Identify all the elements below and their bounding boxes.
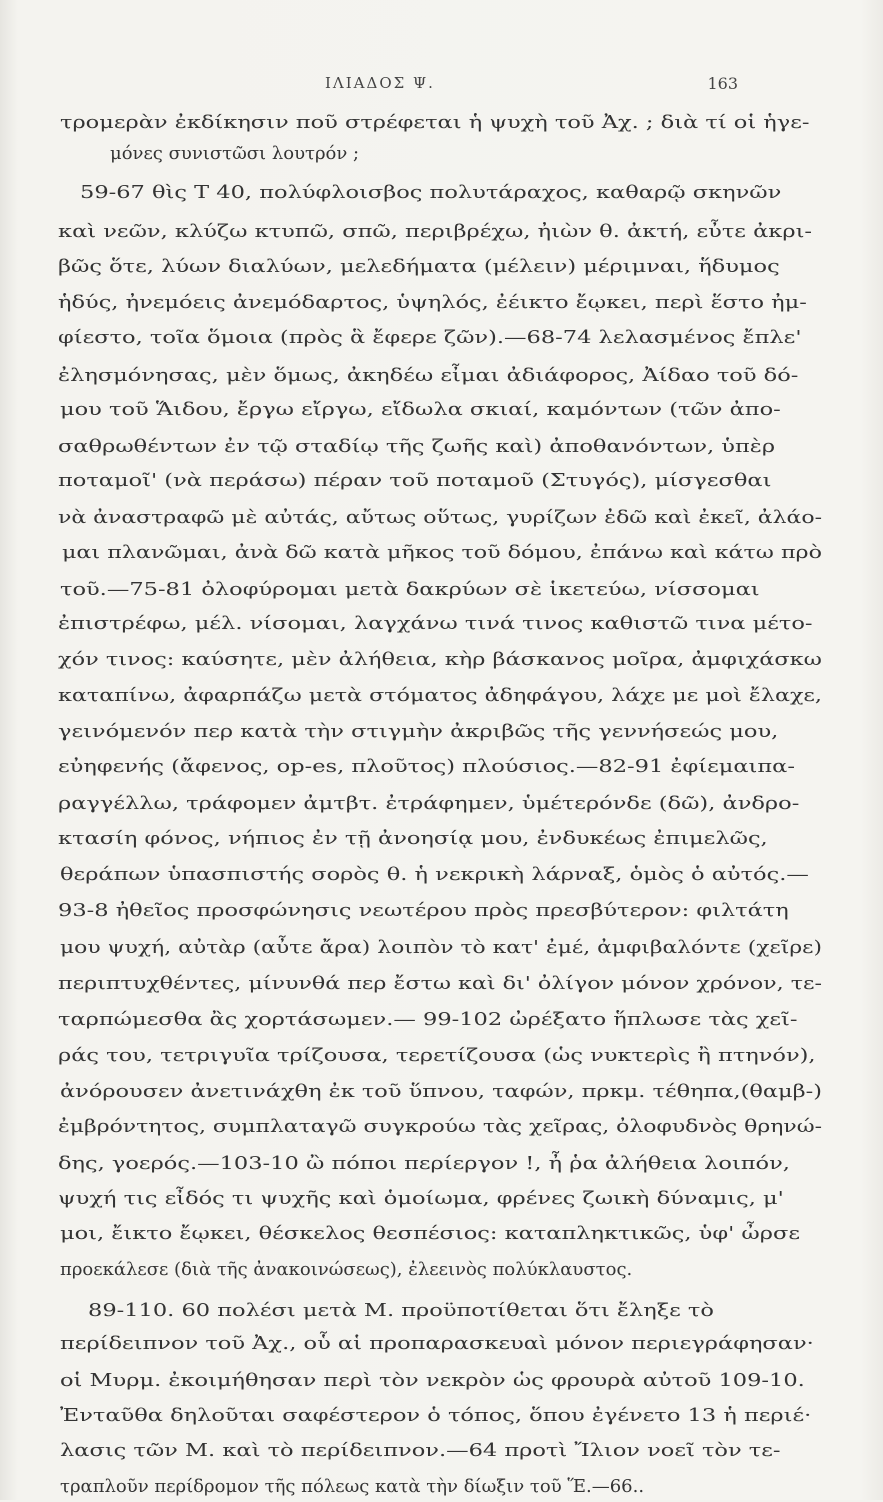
text-line-content: μοι, ἔικτο ἔῳκει, θέσκελος θεσπέσιος: καταπληκτικῶς, ὑφ' ὦρσε xyxy=(60,1223,801,1244)
text-line xyxy=(0,432,883,462)
text-line-content: βῶς ὅτε, λύων διαλύων, μελεδήματα (μέλειν) μέριμναι, ἥδυμος xyxy=(58,256,780,277)
text-line-content: ψυχή τις εἶδός τι ψυχῆς καὶ ὁμοίωμα, φρένες ζωικὴ δύναμις, μ' xyxy=(58,1188,784,1209)
text-line-content: 59-67 θὶς Τ 40, πολύφλοισβος πολυτάραχος, καθαρῷ σκηνῶν xyxy=(80,182,782,203)
text-line-content: 93-8 ἠθεῖος προσφώνησις νεωτέρου πρὸς πρεσβύτερον: φιλτάτη xyxy=(58,900,789,921)
text-line-content: ἡδύς, ἠνεμόεις ἀνεμόδαρτος, ὑψηλός, ἐέικτο ἔῳκει, περὶ ἕστο ἠμ- xyxy=(58,292,807,313)
text-line-content: περίδειπνον τοῦ Ἀχ., οὗ αἱ προπαρασκευαὶ μόνον περιεγράφησαν· xyxy=(60,1333,814,1354)
text-line xyxy=(0,609,883,639)
text-line-content: ποταμοῖ' (νὰ περάσω) πέραν τοῦ ποταμοῦ (Στυγός), μίσγεσθαι xyxy=(58,470,772,491)
text-line xyxy=(0,969,883,999)
text-line xyxy=(0,789,883,819)
text-line xyxy=(0,1005,883,1035)
text-line-content: σαθρωθέντων ἐν τῷ σταδίῳ τῆς ζωῆς καὶ) ἀποθανόντων, ὑπὲρ xyxy=(58,436,776,457)
text-line-content: τοῦ.—75-81 ὀλοφύρομαι μετὰ δακρύων σὲ ἱκετεύω, νίσσομαι xyxy=(60,579,760,600)
text-line xyxy=(0,860,883,890)
text-line-content: μου τοῦ Ἅιδου, ἔργω εἴργω, εἴδωλα σκιαί, καμόντων (τῶν ἀπο- xyxy=(60,399,781,420)
text-line xyxy=(0,645,883,675)
text-line xyxy=(0,1255,883,1285)
text-line-content: γεινόμενόν περ κατὰ τὴν στιγμὴν ἀκριβῶς τῆς γεννήσεώς μου, xyxy=(58,721,779,742)
text-line xyxy=(0,1329,883,1359)
text-line xyxy=(0,395,883,425)
text-line-content: μόνες συνιστῶσι λουτρόν ; xyxy=(110,143,360,164)
text-line-content: μου ψυχή, αὐτὰρ (αὖτε ἄρα) λοιπὸν τὸ κατ' ἐμέ, ἀμφιβαλόντε (χεῖρε) xyxy=(60,937,822,958)
text-line-content: προεκάλεσε (διὰ τῆς ἀνακοινώσεως), ἐλεεινὸς πολύκλαυστος. xyxy=(60,1259,633,1280)
text-line-content: ραγγέλλω, τράφομεν ἀμτβτ. ἐτράφημεν, ὑμέτερόνδε (δῶ), ἀνδρο- xyxy=(58,793,800,814)
text-line-content: νὰ ἀναστραφῶ μὲ αὐτάς, αὔτως οὕτως, γυρίζων ἐδῶ καὶ ἐκεῖ, ἀλάο- xyxy=(58,507,823,528)
text-line xyxy=(0,323,883,353)
text-line xyxy=(0,1041,883,1071)
text-line-content: δης, γοερός.—103-10 ὢ πόποι περίεργον !, ἦ ῥα ἀλήθεια λοιπόν, xyxy=(58,1153,790,1174)
text-line-content: ράς του, τετριγυῖα τρίζουσα, τερετίζουσα (ὡς νυκτερὶς ἢ πτηνόν), xyxy=(58,1045,816,1066)
text-line-content: εὐηφενής (ἄφενος, op-es, πλοῦτος) πλούσιος.—82-91 ἐφίεμαιπα- xyxy=(58,756,795,777)
text-line-content: καὶ νεῶν, κλύζω κτυπῶ, σπῶ, περιβρέχω, ἠιὼν θ. ἀκτή, εὖτε ἀκρι- xyxy=(58,221,813,242)
text-line xyxy=(0,361,883,391)
text-line-content: φίεστο, τοῖα ὅμοια (πρὸς ἃ ἔφερε ζῶν).—68-74 λελασμένος ἔπλε' xyxy=(58,327,802,348)
text-line xyxy=(0,288,883,318)
text-line xyxy=(0,1112,883,1142)
text-line xyxy=(0,1366,883,1396)
text-line xyxy=(0,717,883,747)
text-line xyxy=(0,752,883,782)
text-line xyxy=(0,1149,883,1179)
text-line xyxy=(0,1401,883,1431)
text-line xyxy=(0,933,883,963)
text-line xyxy=(0,824,883,854)
text-line-content: λασις τῶν Μ. καὶ τὸ περίδειπνον.—64 προτὶ Ἴλιον νοεῖ τὸν τε- xyxy=(60,1440,781,1461)
text-line-content: ἀνόρουσεν ἀνετινάχθη ἐκ τοῦ ὕπνου, ταφών, πρκμ. τέθηπα,(θαμβ-) xyxy=(60,1081,822,1102)
text-line-content: 89-110. 60 πολέσι μετὰ Μ. προϋποτίθεται ὅτι ἔληξε τὸ xyxy=(88,1300,714,1321)
text-line-content: χόν τινος: καύσητε, μὲν ἀλήθεια, κὴρ βάσκανος μοῖρα, ἀμφιχάσκω xyxy=(58,649,822,670)
text-line-content: ταρπώμεσθα ἂς χορτάσωμεν.— 99-102 ὠρέξατο ἥπλωσε τὰς χεῖ- xyxy=(58,1009,798,1030)
text-line-content: τραπλοῦν περίδρομον τῆς πόλεως κατὰ τὴν δίωξιν τοῦ Ἕ.—66.. xyxy=(60,1476,645,1497)
page-header xyxy=(0,70,883,100)
text-line xyxy=(0,108,883,138)
text-line-content: καταπίνω, ἀφαρπάζω μετὰ στόματος ἀδηφάγου, λάχε με μοὶ ἔλαχε, xyxy=(58,685,823,706)
text-line-content: ἐλησμόνησας, μὲν ὅμως, ἀκηδέω εἶμαι ἀδιάφορος, Ἀίδαο τοῦ δό- xyxy=(58,365,799,386)
text-line xyxy=(0,1077,883,1107)
text-line-content: τρομερὰν ἐκδίκησιν ποῦ στρέφεται ἡ ψυχὴ τοῦ Ἀχ. ; διὰ τί οἱ ἡγε- xyxy=(60,112,810,133)
text-line-content: κτασίη φόνος, νήπιος ἐν τῇ ἀνοησίᾳ μου, ἐνδυκέως ἐπιμελῶς, xyxy=(58,828,768,849)
text-line xyxy=(0,1184,883,1214)
text-line-content: θεράπων ὑπασπιστής σορὸς θ. ἡ νεκρικὴ λάρναξ, ὁμὸς ὁ αὐτός.— xyxy=(60,864,809,885)
text-line xyxy=(0,178,883,208)
text-line xyxy=(0,1436,883,1466)
text-line-content: ἐπιστρέφω, μέλ. νίσομαι, λαγχάνω τινά τινος καθιστῶ τινα μέτο- xyxy=(58,613,813,634)
text-line xyxy=(0,1472,883,1502)
text-line xyxy=(0,896,883,926)
text-line-content: περιπτυχθέντες, μίνυνθά περ ἔστω καὶ δι' ὀλίγον μόνον χρόνον, τε- xyxy=(58,973,822,994)
text-line-content: μαι πλανῶμαι, ἀνὰ δῶ κατὰ μῆκος τοῦ δόμου, ἐπάνω καὶ κάτω πρὸ xyxy=(62,542,822,563)
text-line xyxy=(0,252,883,282)
page-number: 163 xyxy=(707,74,738,93)
text-line xyxy=(0,538,883,568)
text-line xyxy=(0,681,883,711)
text-line xyxy=(0,466,883,496)
text-line xyxy=(0,1296,883,1326)
text-line-content: οἱ Μυρμ. ἐκοιμήθησαν περὶ τὸν νεκρὸν ὡς φρουρὰ αὐτοῦ 109-10. xyxy=(60,1370,805,1391)
text-line-content: ἐμβρόντητος, συμπλαταγῶ συγκρούω τὰς χεῖρας, ὀλοφυδνὸς θρηνώ- xyxy=(58,1116,822,1137)
running-head: ΙΛΙΑΔΟΣ Ψ. xyxy=(325,74,435,92)
text-line xyxy=(0,139,883,169)
text-line xyxy=(0,217,883,247)
text-line xyxy=(0,503,883,533)
text-line xyxy=(0,1219,883,1249)
text-line xyxy=(0,575,883,605)
text-line-content: Ἐνταῦθα δηλοῦται σαφέστερον ὁ τόπος, ὅπου ἐγένετο 13 ἡ περιέ· xyxy=(60,1405,812,1426)
